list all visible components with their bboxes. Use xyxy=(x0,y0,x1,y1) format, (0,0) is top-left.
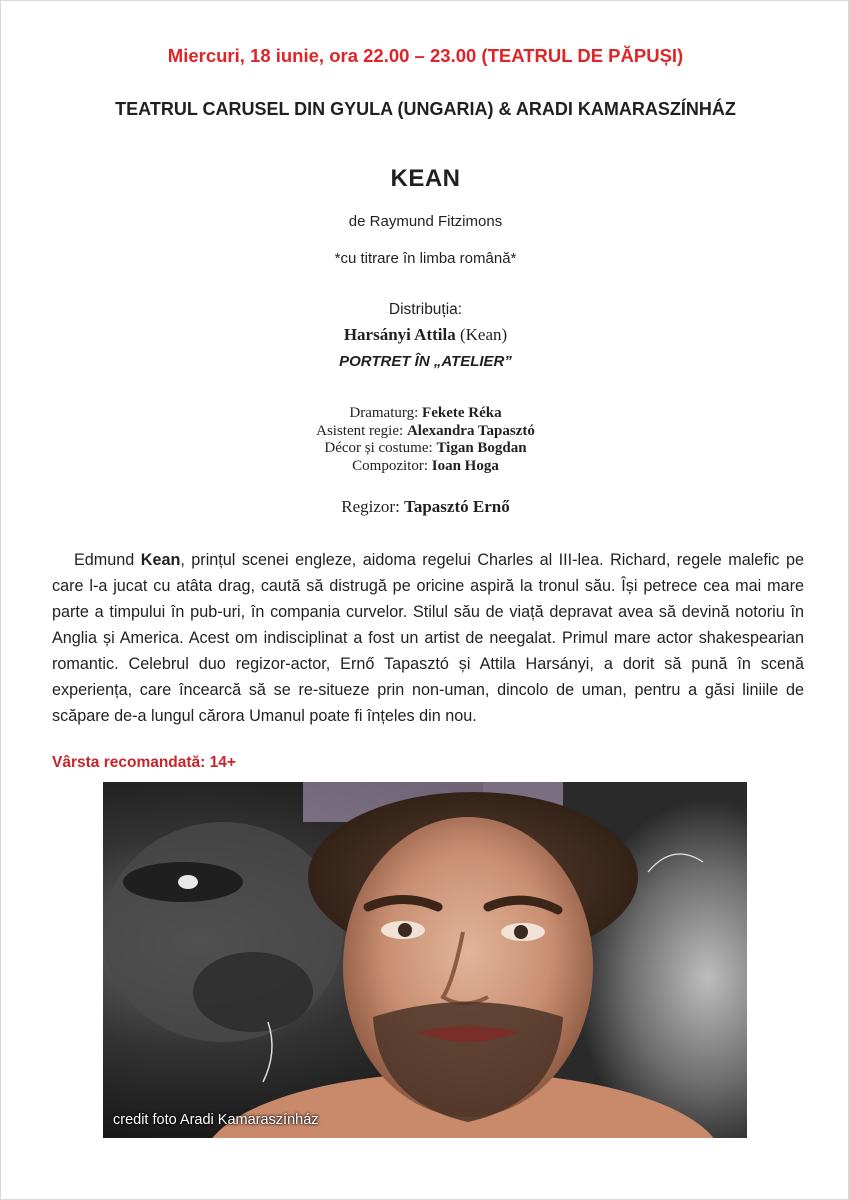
credit-row xyxy=(1,405,849,423)
description-paragraph xyxy=(52,547,804,729)
credit-role: Décor și costume: xyxy=(324,440,433,456)
photo-credit: credit foto Aradi Kamaraszínház xyxy=(113,1112,319,1128)
credit-row xyxy=(1,458,849,476)
credit-row xyxy=(1,440,849,458)
credit-row xyxy=(1,423,849,441)
actor-name: Harsányi Attila xyxy=(343,325,456,344)
credit-role: Dramaturg: xyxy=(349,405,419,421)
director-label: Regizor: xyxy=(341,497,400,516)
credit-role: Compozitor: xyxy=(352,457,428,474)
credits-list xyxy=(1,405,849,475)
credit-name: Fekete Réka xyxy=(422,405,502,421)
desc-after: , prințul scenei engleze, aidoma regelui Charles al III-lea. Richard, regele malefic pe care l-a jucat cu atâta drag, caută să distrugă pe oricine aspiră la tronul său. Își petrece cea mai mare parte a timpului în pub-uri, în compania curvelor. Stilul său de viață depravat avea să devină notoriu în Anglia și America. Acest om indisciplinat a fost un artist de neegalat. Primul mare actor shakespearian romantic. Celebrul duo regizor-actor, Ernő Tapasztó și Attila Harsányi, a dorit să pună în scenă experiența, care încearcă să se re-situeze prin non-uman, dincolo de uman, pentru a găsi liniile de scăpare de-a lungul cărora Umanul poate fi înțeles din nou. xyxy=(52,551,804,725)
credit-role: Asistent regie: xyxy=(316,422,404,439)
play-title: KEAN xyxy=(390,165,461,192)
show-title: PORTRET ÎN „ATELIER” xyxy=(339,353,512,370)
cast-line xyxy=(1,325,849,345)
director-name: Tapasztó Ernő xyxy=(404,497,510,516)
actor-photo xyxy=(103,782,747,1138)
desc-before: Edmund xyxy=(74,551,141,569)
actor-role: (Kean) xyxy=(459,325,508,344)
portrait-illustration xyxy=(103,782,747,1138)
company-line: TEATRUL CARUSEL DIN GYULA (UNGARIA) & ARADI KAMARASZÍNHÁZ xyxy=(115,99,736,119)
desc-bold: Kean xyxy=(140,551,181,569)
credit-name: Tigan Bogdan xyxy=(436,440,527,456)
credit-name: Ioan Hoga xyxy=(431,457,499,474)
age-rating: Vârsta recomandată: 14+ xyxy=(52,754,236,771)
subtitle-note: *cu titrare în limba română* xyxy=(334,250,517,267)
cast-heading: Distribuția: xyxy=(388,301,463,318)
credit-name: Alexandra Tapasztó xyxy=(406,422,535,439)
director-line xyxy=(1,497,849,517)
play-author: de Raymund Fitzimons xyxy=(348,213,503,230)
event-date: Miercuri, 18 iunie, ora 22.00 – 23.00 (TEATRUL DE PĂPUȘI) xyxy=(167,45,684,66)
